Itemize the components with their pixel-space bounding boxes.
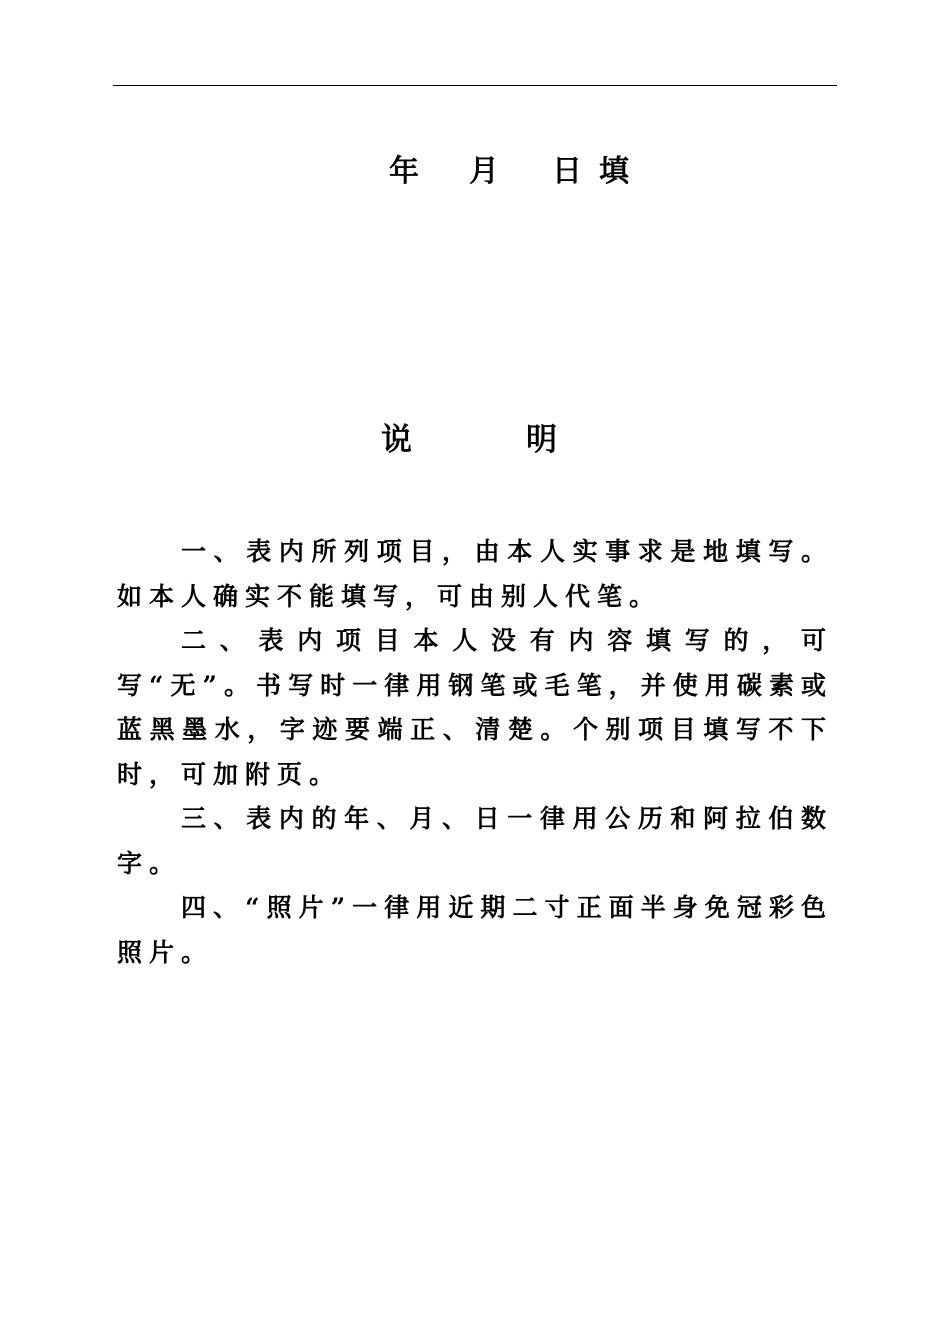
instructions-body [117, 530, 833, 975]
instruction-item-3: 三、表内的年、月、日一律用公历和阿拉伯数字。 [117, 804, 833, 878]
date-fill-label: 填 [599, 154, 629, 189]
date-month-label: 月 [469, 154, 499, 189]
instruction-item-4: 四、“照片”一律用近期二寸正面半身免冠彩色照片。 [117, 893, 833, 967]
date-fill-line [0, 152, 950, 192]
header-rule [113, 85, 837, 86]
date-day-label: 日 [552, 154, 582, 189]
instruction-item-1: 一、表内所列项目，由本人实事求是地填写。如本人确实不能填写，可由别人代笔。 [117, 537, 833, 611]
heading-char-1: 说 [381, 422, 412, 458]
instruction-item-2: 二、表内项目本人没有内容填写的，可写“无”。书写时一律用钢笔或毛笔，并使用碳素或蓝黑墨水，字迹要端正、清楚。个别项目填写不下时，可加附页。 [117, 626, 833, 789]
date-year-label: 年 [389, 154, 419, 189]
instructions-heading [0, 418, 950, 462]
heading-char-2: 明 [526, 422, 557, 458]
